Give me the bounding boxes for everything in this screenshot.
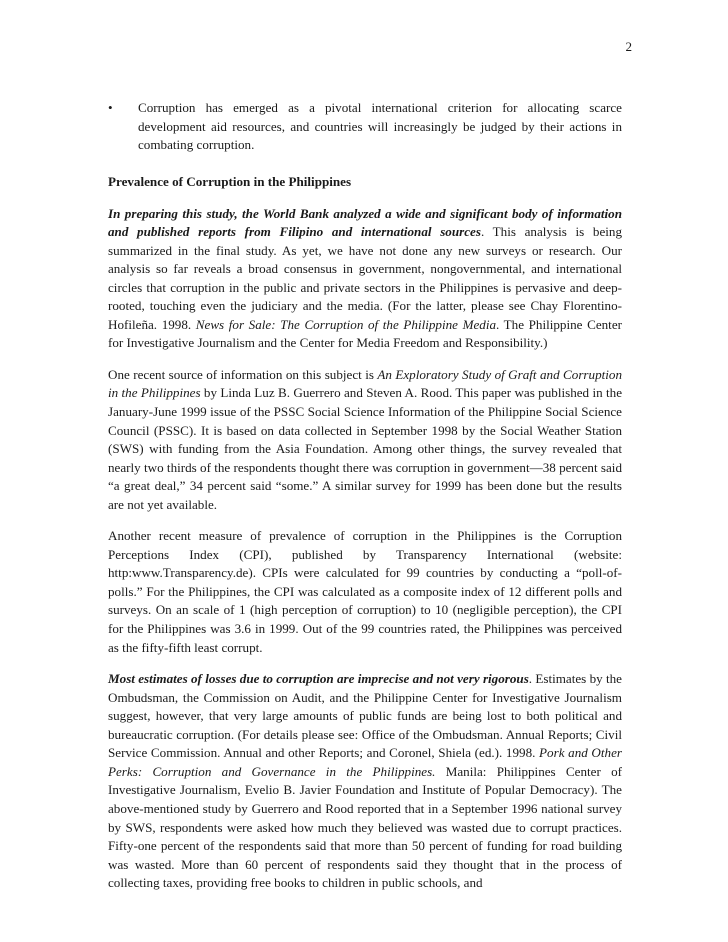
paragraph-text: by Linda Luz B. Guerrero and Steven A. Rood. This paper was published in the January-June 1999 issue of the PSSC Social Science Information of the Philippine Social Science Council (PSSC). It is based on data collected in September 1998 by the Social Weather Station (SWS) with funding from the Asia Foundation. Among other things, the survey revealed that nearly two thirds of the respondents thought there was corruption in government—38 percent said “a great deal,” 34 percent said “some.” A similar survey for 1999 has been done but the results are not yet available. [108, 385, 623, 512]
paragraph-lead: Most estimates of losses due to corruption are imprecise and not very rigorous [108, 671, 529, 687]
paragraph-text: Manila: Philippines Center of Investigative Journalism, Evelio B. Javier Foundation and Institute of Popular Democracy). The above-mentioned study by Guerrero and Rood reported that in a September 1996 national survey by SWS, respondents were asked how much they believed was wasted due to corrupt practices. Fifty-one percent of the respondents said that more than 50 percent of funding for road building was wasted. More than 60 percent of respondents said they thought that in the process of collecting taxes, providing free books to children in public schools, and [108, 763, 622, 891]
paragraph-lead: In preparing this study, the World Bank analyzed a wide and significant body of information and published reports from Filipino and international sources [108, 205, 622, 240]
paragraph-text: . This analysis is being summarized in the final study. As yet, we have not done any new surveys or research. Our analysis so far reveals a broad consensus in government, nongovernmental, and international circles that corruption in the public and private sectors in the Philippines is pervasive and deep-rooted, touching even the judiciary and the media. (For the latter, please see Chay Florentino-Hofileña. 1998. [108, 224, 622, 332]
bullet-text: Corruption has emerged as a pivotal international criterion for allocating scarce development aid resources, and countries will increasingly be judged by their actions in combating corruption. [138, 100, 622, 153]
paragraph-world-bank-analysis [108, 205, 622, 353]
page-number: 2 [625, 39, 632, 54]
cited-title: News for Sale: The Corruption of the Philippine Media [195, 316, 497, 332]
paragraph-loss-estimates [108, 670, 622, 893]
paragraph-cpi: Another recent measure of prevalence of corruption in the Philippines is the Corruption Perceptions Index (CPI), published by Transparency International (website: http:www.Transparency.de). CPIs were calculated for 99 countries by conducting a “poll-of-polls.” For the Philippines, the CPI was calculated as a composite index of 12 different polls and surveys. On an scale of 1 (high perception of corruption) to 10 (negligible perception), the CPI for the Philippines was 3.6 in 1999. Out of the 99 countries rated, the Philippines was perceived as the fifty-fifth least corrupt. [108, 528, 622, 655]
cited-title: An Exploratory Study of Graft and Corruption in the Philippines [108, 366, 622, 401]
bullet-icon: • [108, 100, 113, 115]
main-content [108, 173, 622, 906]
section-heading: Prevalence of Corruption in the Philippines [108, 174, 352, 189]
paragraph-text: . Estimates by the Ombudsman, the Commission on Audit, and the Philippine Center for Investigative Journalism suggest, however, that very large amounts of public funds are being lost to both political and bureaucratic corruption. (For details please see: Office of the Ombudsman. Annual Reports; Civil Service Commission. Annual and other Reports; and Coronel, Shiela (ed.). 1998. [108, 671, 622, 761]
paragraph-exploratory-study [108, 366, 622, 514]
paragraph-text: One recent source of information on this subject is [108, 366, 378, 382]
bullet-item [108, 99, 622, 155]
cited-title: Pork and Other Perks: Corruption and Governance in the Philippines. [108, 745, 622, 779]
paragraph-text: . The Philippine Center for Investigative Journalism and the Center for Media Freedom and Responsibility.) [108, 316, 622, 351]
